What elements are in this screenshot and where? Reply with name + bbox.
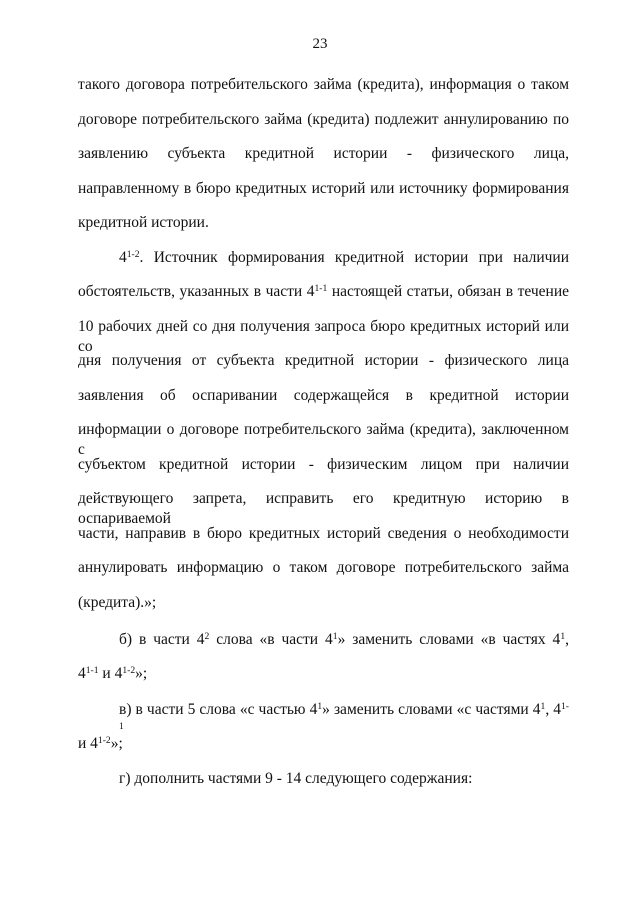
text-run: части, направив в бюро кредитных историй сведения о необходимости <box>78 525 569 542</box>
text-run: » заменить словами «в частях 4 <box>337 631 561 648</box>
text-run: аннулировать информацию о таком договоре потребительского займа <box>78 559 569 576</box>
text-line <box>78 489 569 529</box>
text-run: »; <box>110 735 123 752</box>
text-line <box>78 558 569 578</box>
superscript: 1-2 <box>97 734 111 746</box>
page-number: 23 <box>312 36 328 52</box>
text-run: направленному в бюро кредитных историй или источнику формирования <box>78 180 569 197</box>
text-run: кредитной истории. <box>78 214 209 231</box>
text-run: »; <box>135 665 148 682</box>
text-run: заявления об оспаривании содержащейся в кредитной истории <box>78 387 569 404</box>
text-line <box>119 769 569 789</box>
text-run: , <box>565 631 569 648</box>
text-line <box>119 248 569 268</box>
text-run: действующего запрета, исправить его кредитную историю в оспариваемой <box>78 490 569 527</box>
text-line <box>78 455 569 475</box>
text-run: , 4 <box>545 701 561 718</box>
text-run: настоящей статьи, обязан в течение <box>327 283 569 300</box>
text-line <box>78 282 569 302</box>
text-run: дня получения от субъекта кредитной истории - физического лица <box>78 352 569 369</box>
text-run: информации о договоре потребительского займа (кредита), заключенном с <box>78 421 569 458</box>
text-line <box>78 386 569 406</box>
text-line <box>78 213 569 233</box>
superscript: 1-2 <box>126 248 140 260</box>
text-line <box>78 144 569 164</box>
text-run: 4 <box>78 665 86 682</box>
text-run: . Источник формирования кредитной истории при наличии <box>139 249 569 266</box>
text-line <box>78 420 569 460</box>
text-run: обстоятельств, указанных в части 4 <box>78 283 315 300</box>
text-run: заявлению субъекта кредитной истории - физического лица, <box>78 145 569 162</box>
superscript: 2 <box>204 630 210 642</box>
text-run: и 4 <box>78 735 98 752</box>
text-run: г) дополнить частями 9 - 14 следующего содержания: <box>119 770 473 787</box>
text-run: (кредита).»; <box>78 594 157 611</box>
superscript: 1-1 <box>314 282 328 294</box>
text-run: 10 рабочих дней со дня получения запроса бюро кредитных историй или со <box>78 318 569 355</box>
text-line <box>78 110 569 130</box>
text-run: 4 <box>119 249 127 266</box>
text-line <box>78 593 569 613</box>
text-line <box>78 524 569 544</box>
text-run: в) в части 5 слова «с частью 4 <box>119 701 318 718</box>
text-run: » заменить словами «с частями 4 <box>322 701 541 718</box>
text-line <box>78 179 569 199</box>
superscript: 1 <box>317 700 323 712</box>
text-line <box>78 664 569 684</box>
text-run: субъектом кредитной истории - физическим лицом при наличии <box>78 456 569 473</box>
superscript: 1 <box>540 700 546 712</box>
superscript: 1 <box>332 630 338 642</box>
superscript: 1 <box>560 630 566 642</box>
text-line <box>78 351 569 371</box>
text-run: договоре потребительского займа (кредита) подлежит аннулированию по <box>78 111 569 128</box>
text-run: слова «в части 4 <box>209 631 333 648</box>
superscript: 1-2 <box>122 664 136 676</box>
text-line <box>78 75 569 95</box>
text-run: б) в части 4 <box>119 631 205 648</box>
text-line <box>119 630 569 650</box>
superscript: 1-1 <box>85 664 99 676</box>
text-run: и 4 <box>98 665 123 682</box>
text-run: такого договора потребительского займа (кредита), информация о таком <box>78 76 569 93</box>
text-line <box>78 734 569 754</box>
superscript: 1-1 <box>119 700 569 732</box>
